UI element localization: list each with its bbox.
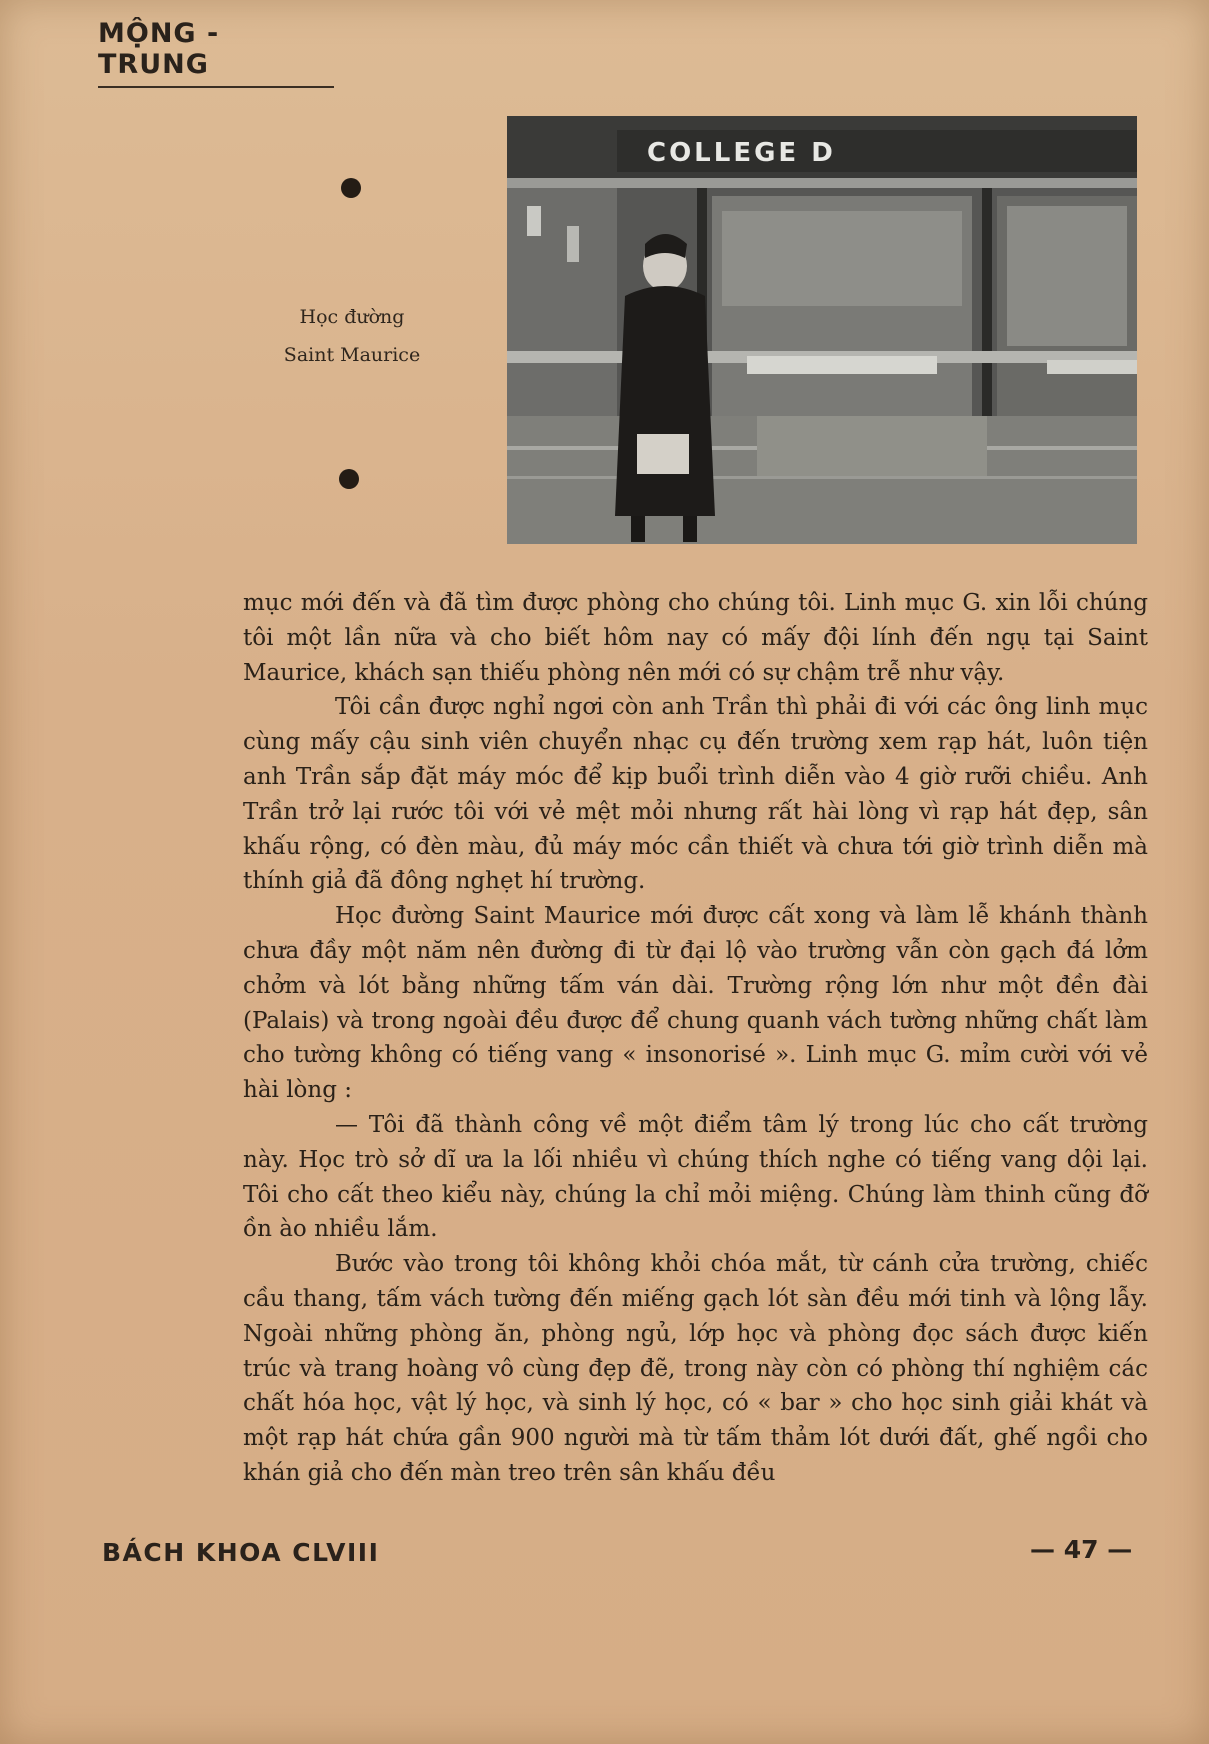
paragraph-2: Tôi cần được nghỉ ngơi còn anh Trần thì phải đi với các ông linh mục cùng mấy cậu sinh viên chuyển nhạc cụ đến trường xem rạp hát, luôn tiện anh Trần sắp đặt máy móc để kịp buổi trình diễn vào 4 giờ rưỡi chiều. Anh Trần trở lại rước tôi với vẻ mệt mỏi nhưng rất hài lòng vì rạp hát đẹp, sân khấu rộng, có đèn màu, đủ máy móc cần thiết và chưa tới giờ trình diễn mà thính giả đã đông nghẹt hí trường. [243, 694, 1148, 895]
caption-bullet-bottom [339, 469, 359, 489]
caption-line-1: Học đường [299, 306, 405, 328]
paragraph-3: Học đường Saint Maurice mới được cất xong và làm lễ khánh thành chưa đầy một năm nên đường đi từ đại lộ vào trường vẫn còn gạch đá lởm chởm và lót bằng những tấm ván dài. Trường rộng lớn như một đền đài (Palais) và trong ngoài đều được để chung quanh vách tường những chất làm cho tường không có tiếng vang « insonorisé ». Linh mục G. mỉm cười với vẻ hài lòng : [243, 903, 1148, 1104]
running-header-author: MỘNG - TRUNG [98, 18, 334, 88]
photo-sign-text: COLLEGE D [647, 138, 836, 168]
paragraph-1: mục mới đến và đã tìm được phòng cho chúng tôi. Linh mục G. xin lỗi chúng tôi một lần nữa và cho biết hôm nay có mấy đội lính đến ngụ tại Saint Maurice, khách sạn thiếu phòng nên mới có sự chậm trễ như vậy. [243, 590, 1148, 686]
paragraph-5: Bước vào trong tôi không khỏi chóa mắt, từ cánh cửa trường, chiếc cầu thang, tấm vách tường đến miếng gạch lót sàn đều mới tinh và lộng lẫy. Ngoài những phòng ăn, phòng ngủ, lớp học và phòng đọc sách được kiến trúc và trang hoàng vô cùng đẹp đẽ, trong này còn có phòng thí nghiệm các chất hóa học, vật lý học, và sinh lý học, có « bar » cho học sinh giải khát và một rạp hát chứa gần 900 người mà từ tấm thảm lót dưới đất, ghế ngồi cho khán giả cho đến màn treo trên sân khấu đều [243, 1251, 1148, 1486]
school-entrance-photo [507, 116, 1137, 544]
photo-illustration [507, 116, 1137, 544]
footer-page-number: — 47 — [1030, 1535, 1133, 1564]
paragraph-4: — Tôi đã thành công về một điểm tâm lý trong lúc cho cất trường này. Học trò sở dĩ ưa la lối nhiều vì chúng thích nghe có tiếng vang dội lại. Tôi cho cất theo kiểu này, chúng la chỉ mỏi miệng. Chúng làm thinh cũng đỡ ồn ào nhiều lắm. [243, 1111, 1148, 1243]
footer-journal-name: BÁCH KHOA CLVIII [102, 1538, 380, 1567]
article-body [243, 586, 1148, 1491]
photo-caption [262, 298, 442, 374]
caption-bullet-top [341, 178, 361, 198]
caption-line-2: Saint Maurice [283, 344, 421, 366]
